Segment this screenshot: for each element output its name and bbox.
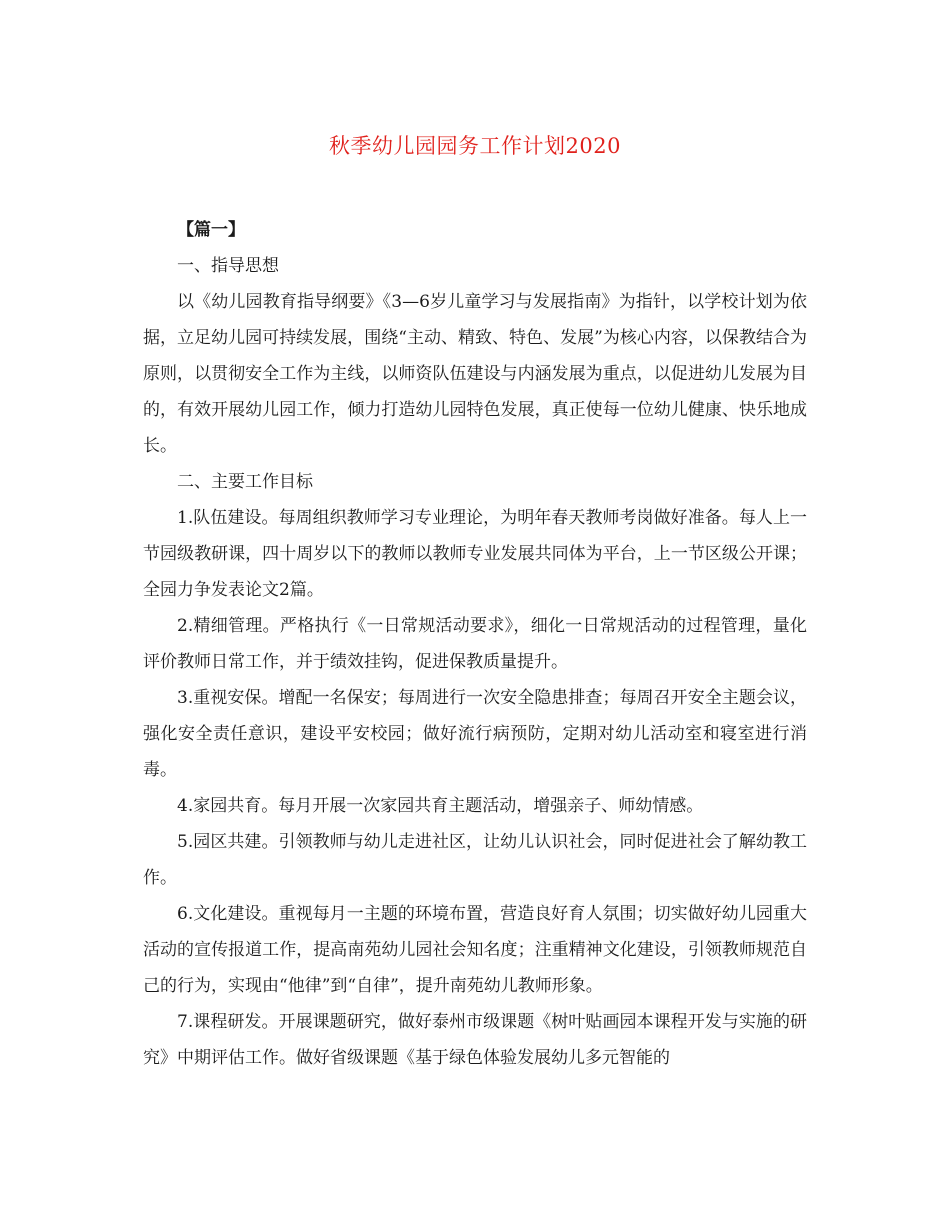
document-body	[143, 212, 807, 1076]
goal-curriculum: 7.课程研发。开展课题研究，做好泰州市级课题《树叶贴画园本课程开发与实施的研究》中期评估工作。做好省级课题《基于绿色体验发展幼儿多元智能的	[143, 1012, 807, 1068]
heading-main-goals: 二、主要工作目标	[177, 472, 313, 492]
goal-fine-management: 2.精细管理。严格执行《一日常规活动要求》，细化一日常规活动的过程管理，量化评价教师日常工作，并于绩效挂钩，促进保教质量提升。	[143, 616, 807, 672]
goal-culture: 6.文化建设。重视每月一主题的环境布置，营造良好育人氛围；切实做好幼儿园重大活动的宣传报道工作，提高南苑幼儿园社会知名度；注重精神文化建设，引领教师规范自己的行为，实现由“他律”到“自律”，提升南苑幼儿教师形象。	[143, 904, 807, 996]
heading-guiding-ideology: 一、指导思想	[177, 256, 279, 276]
goal-home-school: 4.家园共育。每月开展一次家园共育主题活动，增强亲子、师幼情感。	[177, 796, 704, 816]
goal-team-building: 1.队伍建设。每周组织教师学习专业理论，为明年春天教师考岗做好准备。每人上一节园级教研课，四十周岁以下的教师以教师专业发展共同体为平台，上一节区级公开课；全园力争发表论文2篇。	[143, 508, 807, 600]
goal-security: 3.重视安保。增配一名保安；每周进行一次安全隐患排查；每周召开安全主题会议，强化安全责任意识，建设平安校园；做好流行病预防，定期对幼儿活动室和寝室进行消毒。	[143, 688, 807, 780]
section-label: 【篇一】	[177, 220, 245, 240]
paragraph-guiding-ideology: 以《幼儿园教育指导纲要》《3—6岁儿童学习与发展指南》为指针，以学校计划为依据，立足幼儿园可持续发展，围绕“主动、精致、特色、发展”为核心内容，以保教结合为原则，以贯彻安全工作为主线，以师资队伍建设与内涵发展为重点，以促进幼儿发展为目的，有效开展幼儿园工作，倾力打造幼儿园特色发展，真正使每一位幼儿健康、快乐地成长。	[143, 292, 807, 456]
document-title: 秋季幼儿园园务工作计划2020	[329, 134, 621, 158]
goal-community: 5.园区共建。引领教师与幼儿走进社区，让幼儿认识社会，同时促进社会了解幼教工作。	[143, 832, 807, 888]
